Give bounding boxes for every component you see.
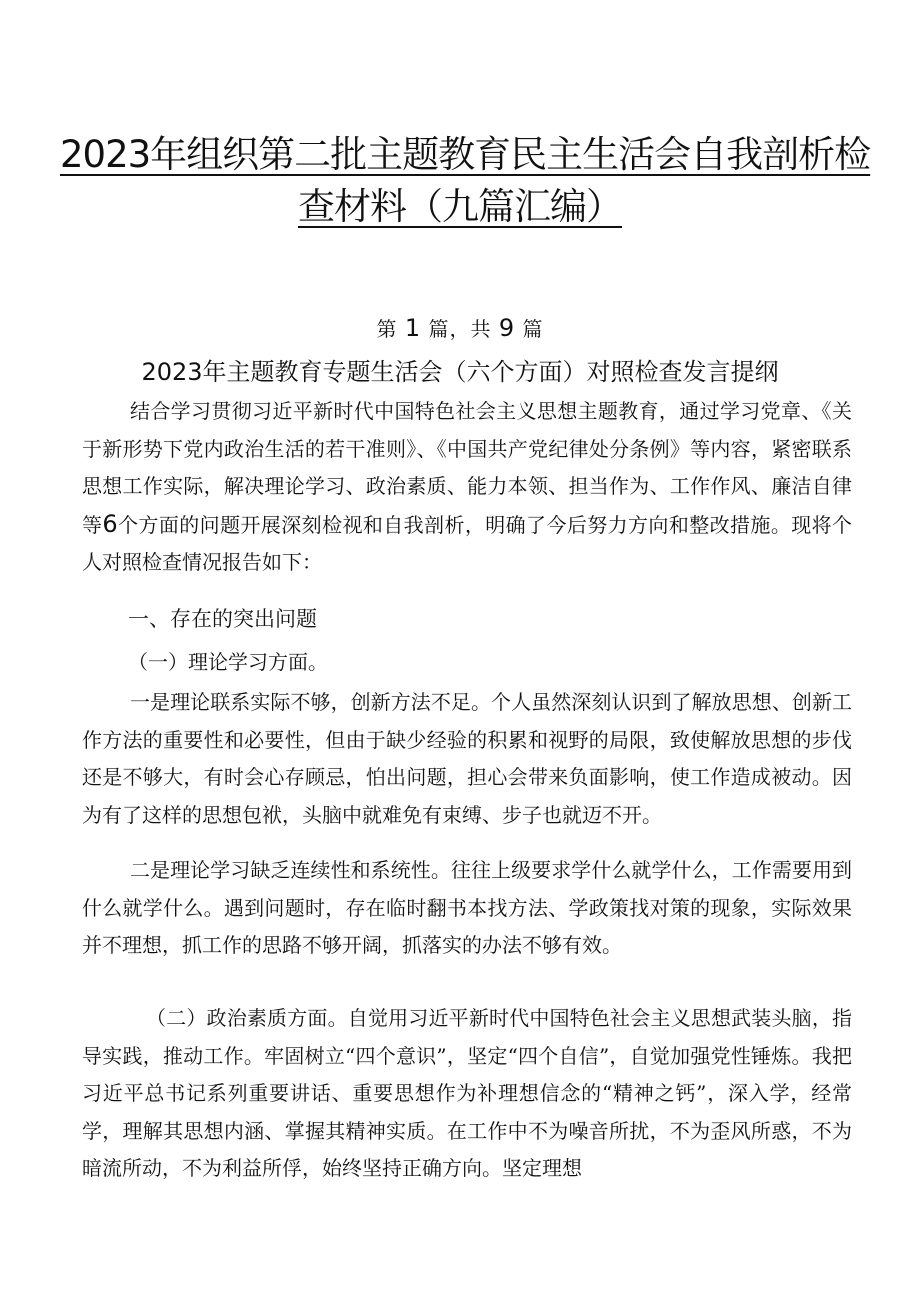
section-subtitle: 2023年主题教育专题生活会（六个方面）对照检查发言提纲 bbox=[141, 358, 779, 386]
part-current-number: 1 bbox=[404, 314, 422, 342]
intro-number: 6 bbox=[102, 509, 118, 538]
subsection-heading-theory: （一）理论学习方面。 bbox=[128, 650, 328, 674]
intro-text-before: 结合学习贯彻习近平新时代中国特色社会主义思想主题教育，通过学习党章、《关于新形势下党内政治生活的若干准则》、《中国共产党纪律处分条例》等内容，紧密联系思想工作实际，解决理论学习、政治素质、能力本领、担当作为、工作作风、廉洁自律等 bbox=[82, 399, 852, 537]
paragraph-political-quality: （二）政治素质方面。自觉用习近平新时代中国特色社会主义思想武装头脑，指导实践，推动工作。牢固树立“四个意识”，坚定“四个自信”，自觉加强党性锤炼。我把习近平总书记系列重要讲话、重要思想作为补理想信念的“精神之钙”，深入学，经常学，理解其思想内涵、掌握其精神实质。在工作中不为噪音所扰，不为歪风所惑，不为暗流所动，不为利益所俘，始终坚持正确方向。坚定理想 bbox=[82, 1006, 852, 1180]
intro-text-after: 个方面的问题开展深刻检视和自我剖析，明确了今后努力方向和整改措施。现将个人对照检查情况报告如下： bbox=[82, 512, 853, 574]
paragraph-theory-continuity: 二是理论学习缺乏连续性和系统性。往往上级要求学什么就学什么，工作需要用到什么就学什么。遇到问题时，存在临时翻书本找方法、学政策找对策的现象，实际效果并不理想，抓工作的思路不够开阔，抓落实的办法不够有效。 bbox=[82, 858, 852, 957]
part-indicator bbox=[0, 313, 920, 342]
part-suffix: 篇 bbox=[522, 317, 544, 341]
part-middle: 篇，共 bbox=[428, 317, 492, 341]
paragraph-theory-practice: 一是理论联系实际不够，创新方法不足。个人虽然深刻认识到了解放思想、创新工作方法的重要性和必要性，但由于缺少经验的积累和视野的局限，致使解放思想的步伐还是不够大，有时会心存顾忌，怕出问题，担心会带来负面影响，使工作造成被动。因为有了这样的思想包袱，头脑中就难免有束缚、步子也就迈不开。 bbox=[82, 690, 852, 827]
document-title-line-1: 2023年组织第二批主题教育民主生活会自我剖析检 bbox=[60, 133, 871, 176]
part-total-number: 9 bbox=[498, 314, 516, 342]
intro-paragraph bbox=[82, 393, 852, 582]
document-title-line-2: 查材料（九篇汇编） bbox=[298, 185, 622, 228]
section-heading-problems: 一、存在的突出问题 bbox=[128, 607, 317, 631]
part-prefix: 第 bbox=[376, 317, 398, 341]
